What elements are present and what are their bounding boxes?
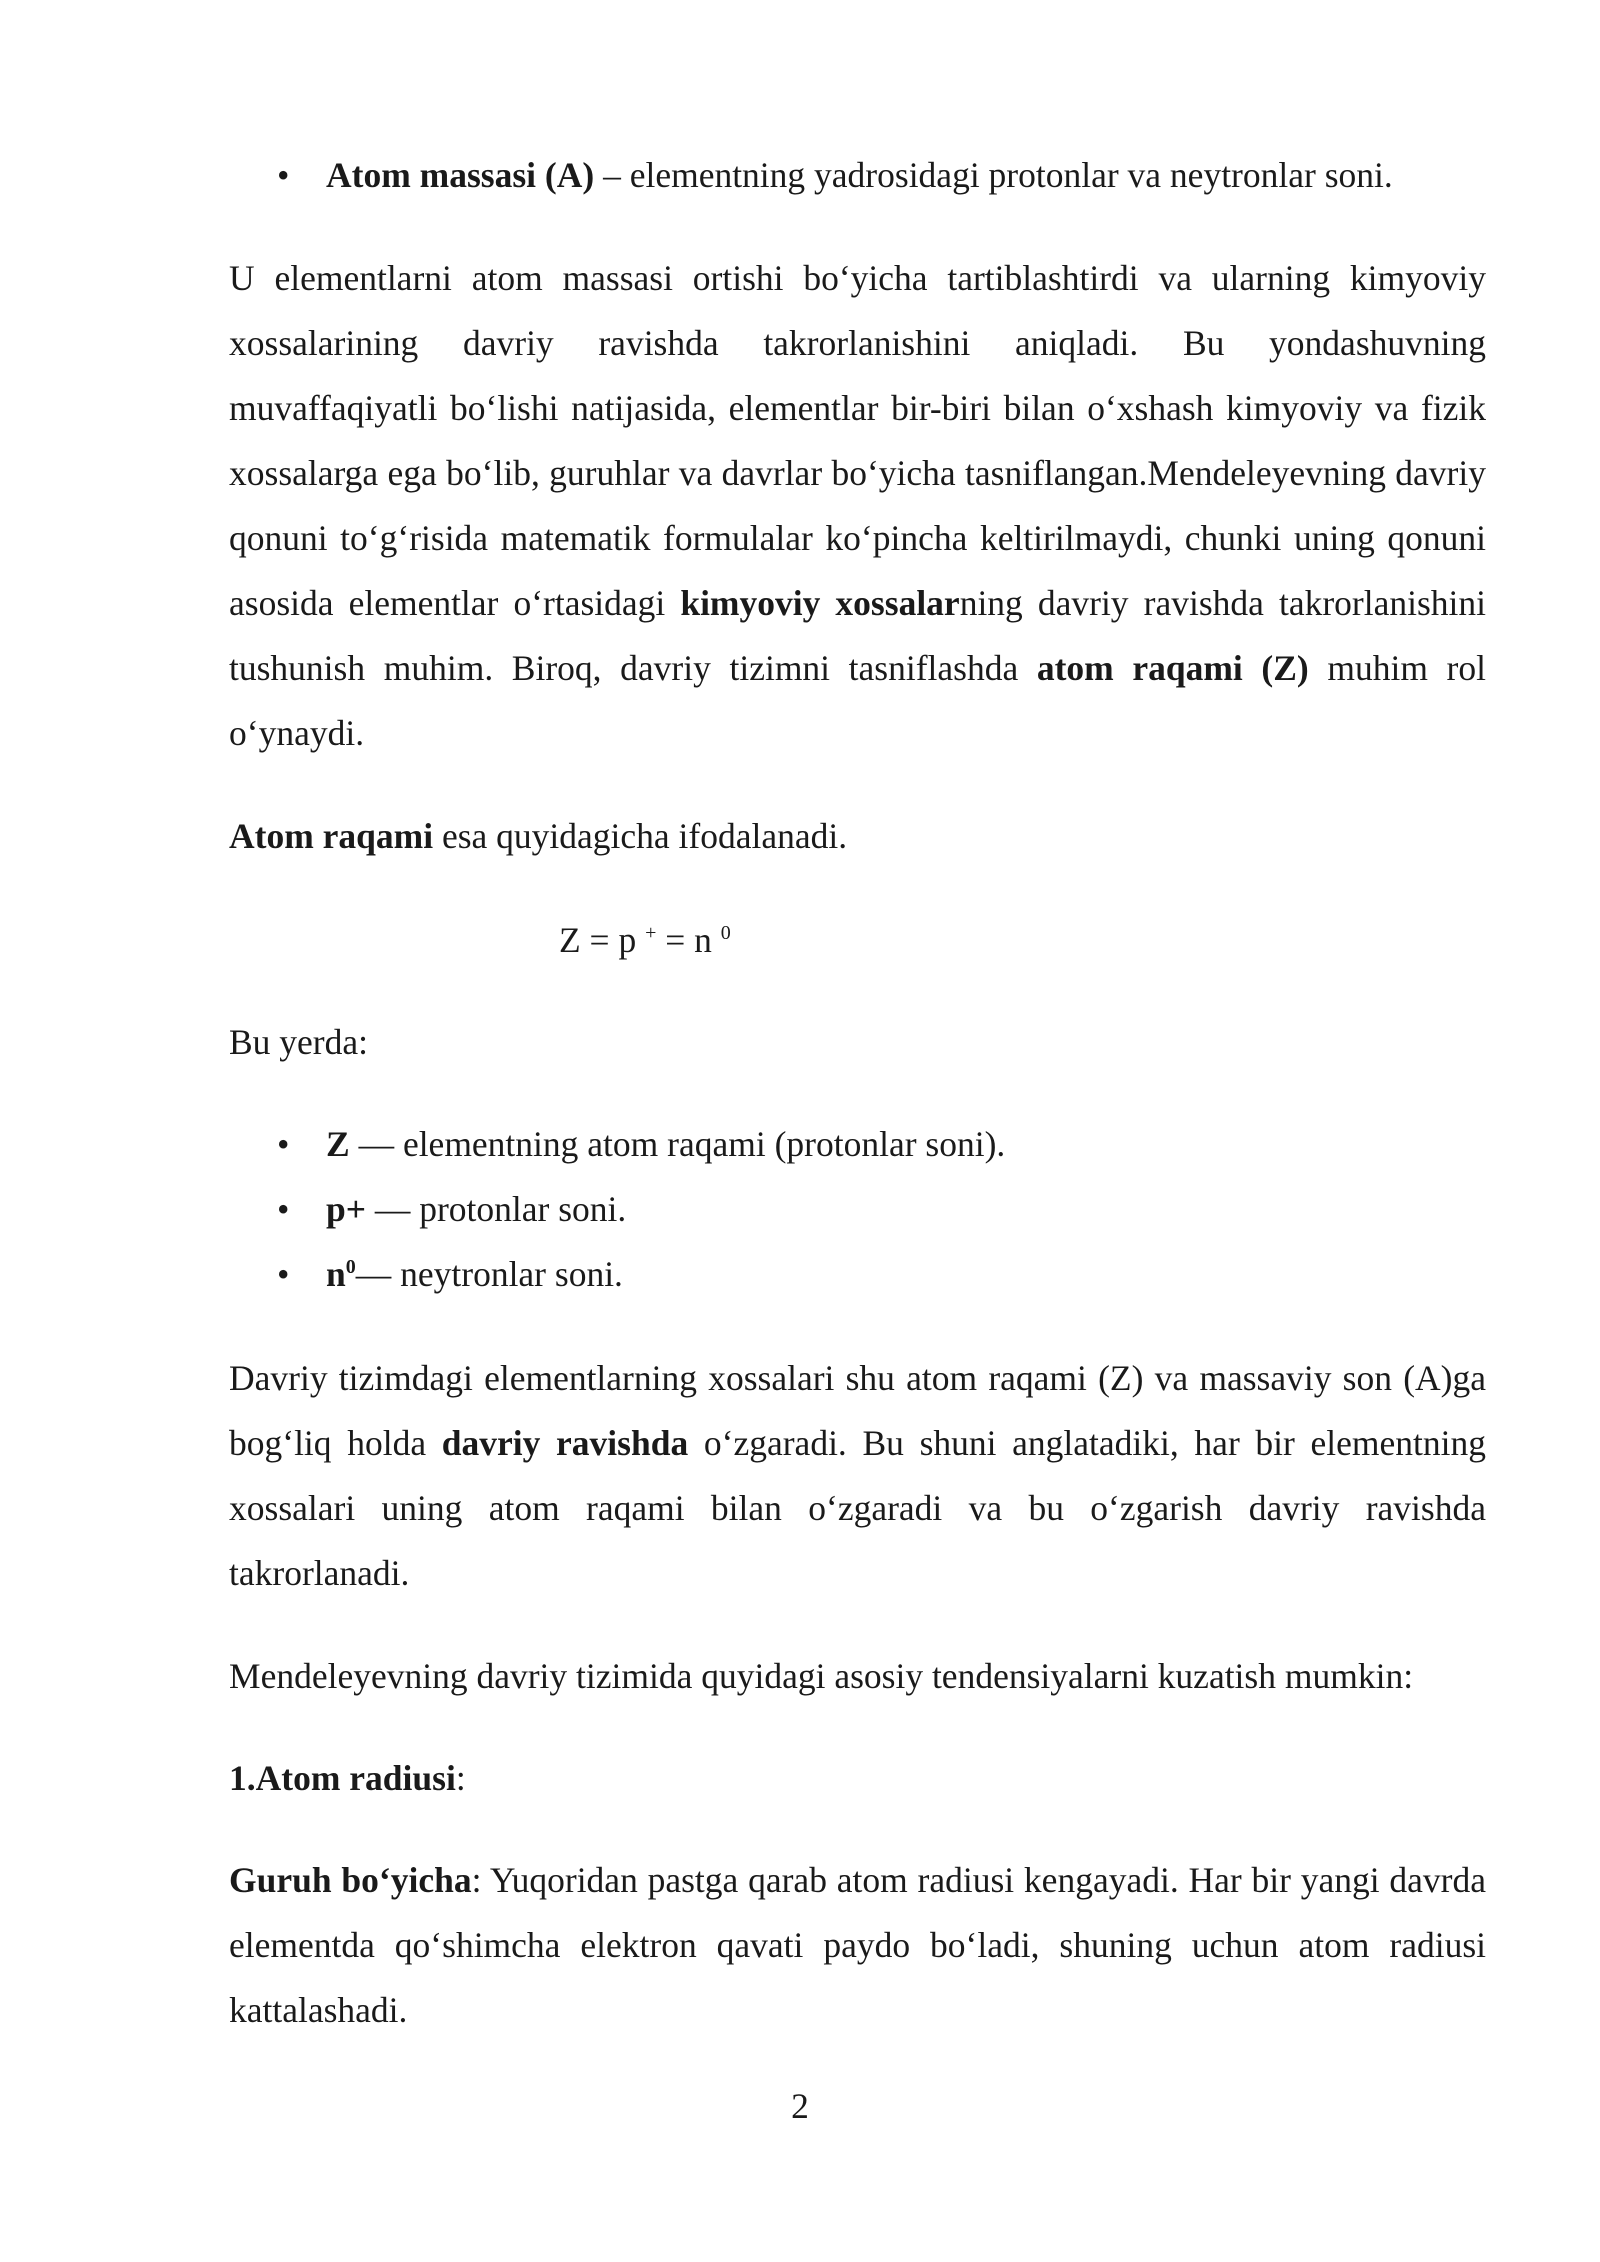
definition-text: — protonlar soni.: [365, 1189, 627, 1229]
formula-lhs: Z = p: [559, 920, 646, 960]
bold-term: davriy ravishda: [441, 1423, 689, 1463]
heading-text: 1.Atom radiusi: [229, 1758, 456, 1798]
paragraph-text: ning davriy ravishda takrorlanishini tushunish muhim. Biroq, davriy tizimni tasniflashda: [229, 583, 1486, 688]
list-item: [229, 1177, 1486, 1242]
paragraph-guruh-boyicha: [229, 1848, 1486, 2043]
paragraph-text: esa quyidagicha ifodalanadi.: [433, 816, 848, 856]
bold-term: kimyoviy xossalar: [680, 583, 960, 623]
top-bullet-list: [229, 143, 1486, 208]
definition-term: Z: [326, 1124, 350, 1164]
list-item: [229, 143, 1486, 208]
definition-text: — elementning atom raqami (protonlar soni).: [349, 1124, 1006, 1164]
formula-superscript: +: [645, 922, 657, 945]
definition-superscript: 0: [345, 1256, 356, 1279]
paragraph-periodic-law: [229, 246, 1486, 766]
section-heading-atom-radiusi: [229, 1746, 1486, 1811]
definition-term: n: [326, 1254, 346, 1294]
paragraph-davriy-tizim: [229, 1346, 1486, 1606]
bold-term: atom raqami (Z): [1036, 648, 1309, 688]
paragraph-text: Davriy tizimdagi elementlarning xossalari shu atom raqami (Z) va massaviy son (A)ga bog‘liq holda: [229, 1358, 1486, 1463]
paragraph-atom-raqami: [229, 804, 1486, 869]
bullet-icon: •: [277, 1189, 290, 1229]
paragraph-text: muhim rol o‘ynaydi.: [229, 648, 1486, 753]
paragraph-text: U elementlarni atom massasi ortishi bo‘yicha tartiblashtirdi va ularning kimyoviy xossalarining davriy ravishda takrorlanishini aniqladi. Bu yondashuvning muvaffaqiyatli bo‘lishi natijasida, elementlar bir-biri bilan o‘xshash kimyoviy va fizik xossalarga ega bo‘lib, guruhlar va davrlar bo‘yicha tasniflangan.Mendeleyevning davriy qonuni to‘g‘risida matematik formulalar ko‘pincha keltirilmaydi, chunki uning qonuni asosida elementlar o‘rtasidagi: [229, 258, 1486, 623]
list-item: [229, 1242, 1486, 1307]
bold-term: Atom raqami: [229, 816, 434, 856]
paragraph-text: Mendeleyevning davriy tizimida quyidagi asosiy tendensiyalarni kuzatish mumkin:: [229, 1656, 1414, 1696]
paragraph-text: o‘zgaradi. Bu shuni anglatadiki, har bir elementning xossalari uning atom raqami bilan o‘zgaradi va bu o‘zgarish davriy ravishda takrorlanadi.: [229, 1423, 1487, 1593]
list-item: [229, 1112, 1486, 1177]
bold-term: Guruh bo‘yicha: [229, 1860, 472, 1900]
definition-text: — neytronlar soni.: [355, 1254, 623, 1294]
term-atom-massasi: Atom massasi (A): [326, 155, 595, 195]
formula-rhs: = n: [656, 920, 721, 960]
paragraph-bu-yerda: [229, 1010, 1486, 1075]
definition-term: p+: [326, 1189, 366, 1229]
page-number: 2: [791, 2086, 809, 2126]
definitions-list: [229, 1112, 1486, 1307]
paragraph-text: Bu yerda:: [229, 1022, 369, 1062]
paragraph-text: : Yuqoridan pastga qarab atom radiusi kengayadi. Har bir yangi davrda elementda qo‘shimcha elektron qavati paydo bo‘ladi, shuning uchun atom radiusi kattalashadi.: [229, 1860, 1486, 2030]
bullet-icon: •: [277, 1254, 290, 1294]
term-description: – elementning yadrosidagi protonlar va neytronlar soni.: [594, 155, 1393, 195]
formula-superscript: 0: [720, 922, 731, 945]
bullet-icon: •: [277, 1124, 290, 1164]
bullet-icon: •: [277, 155, 290, 195]
formula: [229, 908, 1486, 973]
heading-colon: :: [455, 1758, 466, 1798]
paragraph-tendensiyalar: [229, 1644, 1486, 1709]
